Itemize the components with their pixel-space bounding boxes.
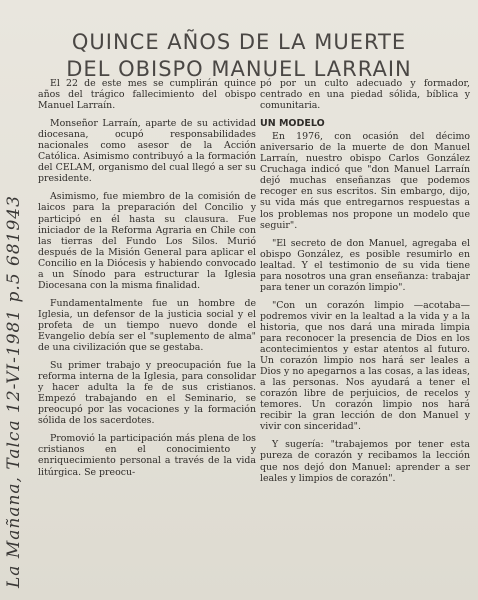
headline-line-1: QUINCE AÑOS DE LA MUERTE [71, 30, 407, 55]
paragraph: Monseñor Larraín, aparte de su actividad diocesana, ocupó responsabilidades nacionales como asesor de la Acción Católica. Asimismo contribuyó a la formación del CELAM, organismo del cual llegó a ser su presidente. [38, 118, 256, 185]
paragraph: En 1976, con ocasión del décimo aniversario de la muerte de don Manuel Larraín, nuestro obispo Carlos González Cruchaga indicó que "don Manuel Larraín dejó muchas enseñanzas que podemos recoger en sus escritos. Sin embargo, dijo, su vida más que entregarnos respuestas a los problemas nos propone un modelo que seguir". [260, 131, 470, 231]
right-column [260, 78, 470, 491]
headline [16, 29, 462, 83]
paragraph: Su primer trabajo y preocupación fue la reforma interna de la Iglesia, para consolidar y hacer adulta la fe de sus cristianos. Empezó trabajando en el Seminario, se preocupó por las vocaciones y la formación sólida de los sacerdotes. [38, 360, 256, 427]
paragraph: "El secreto de don Manuel, agregaba el obispo González, es posible resumirlo en lealtad. Y el testimonio de su vida tiene para nosotros una gran enseñanza: trabajar para tener un corazón limpio". [260, 237, 470, 293]
headline-line-2: DEL OBISPO MANUEL LARRAIN [66, 57, 412, 82]
paragraph: El 22 de este mes se cumplirán quince años del trágico fallecimiento del obispo Manuel Larraín. [38, 78, 256, 112]
left-column [38, 78, 256, 485]
handwritten-margin-note: La Mañana, Talca 12-VI-1981 p.5 681943 [4, 195, 24, 588]
section-subhead: UN MODELO [260, 118, 325, 130]
paragraph-continuation: pó por un culto adecuado y formador, centrado en una piedad sólida, bíblica y comunitaria. [260, 78, 470, 112]
paragraph: "Con un corazón limpio —acotaba— podremos vivir en la lealtad a la vida y a la historia, que nos dará una mirada limpia para reconocer la presencia de Dios en los acontecimientos y estar atentos al futuro. Un corazón limpio nos hará ser leales a Dios y no apegarnos a las cosas, a las ideas, a las personas. Nos ayudará a tener el corazón libre de perjuicios, de recelos y temores. Un corazón limpio nos hará recibir la gran lección de don Manuel y vivir con sinceridad". [260, 299, 470, 433]
paragraph: Y sugería: "trabajemos por tener esta pureza de corazón y recibamos la lección que nos dejó don Manuel: aprender a ser leales y limpios de corazón". [260, 439, 470, 484]
paragraph: Fundamentalmente fue un hombre de Iglesia, un defensor de la justicia social y el profeta de un tiempo nuevo donde el Evangelio debía ser el "suplemento de alma" de una civilización que se gestaba. [38, 297, 256, 354]
paragraph: Promovió la participación más plena de los cristianos en el conocimiento y enriquecimiento personal a través de la vida litúrgica. Se preocu- [38, 433, 256, 478]
paragraph: Asimismo, fue miembro de la comisión de laicos para la preparación del Concilio y participó en él hasta su clausura. Fue iniciador de la Reforma Agraria en Chile con las tierras del Fundo Los Silos. Murió después de la Misión General para aplicar el Concilio en la Diócesis y habiendo convocado a un Sínodo para estructurar la Iglesia Diocesana con la misma finalidad. [38, 191, 256, 291]
